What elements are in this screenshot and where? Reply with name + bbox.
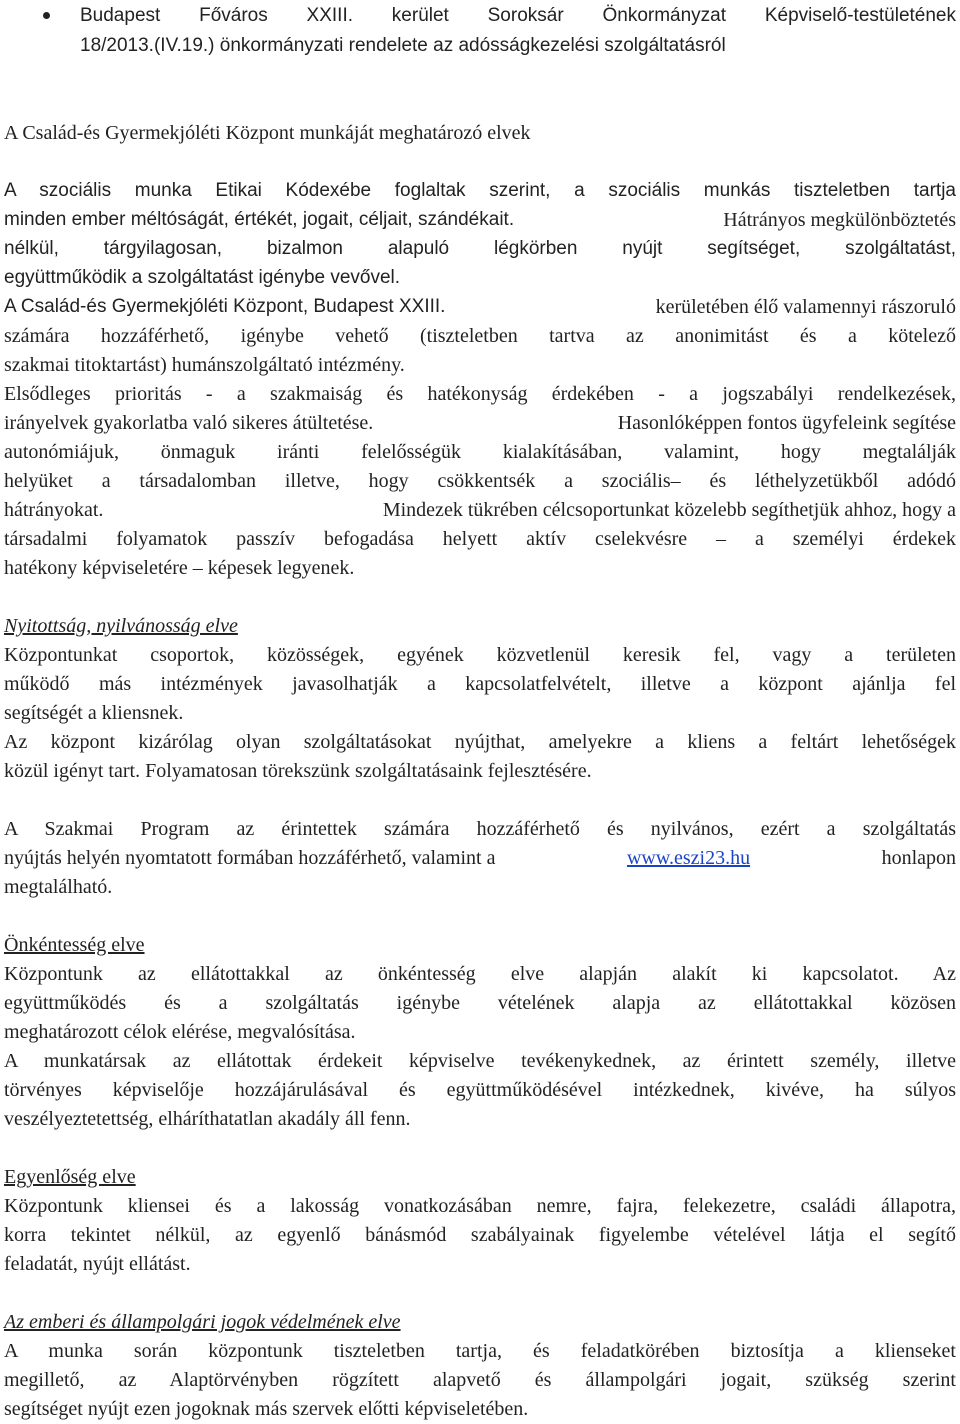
intro-line: autonómiájuk, önmaguk iránti felelősségük kialakításában, valamint, hogy megtalálják (4, 441, 956, 463)
openness-line: segítségét a kliensnek. (4, 702, 184, 724)
section-title: A Család-és Gyermekjóléti Központ munkáját meghatározó elvek (4, 122, 531, 144)
rights-line: megillető, az Alaptörvényben rögzített alapvető és állampolgári jogait, szükség szerint (4, 1369, 956, 1391)
rights-heading: Az emberi és állampolgári jogok védelmének elve (4, 1311, 401, 1333)
voluntary-line: törvényes képviselője hozzájárulásával és együttműködésével intézkednek, kivéve, ha súlyos (4, 1079, 956, 1101)
intro-line: helyüket a társadalomban illetve, hogy csökkentsék a szociális– és léthelyzetükből adódó (4, 470, 956, 492)
bullet-dot-icon (43, 12, 50, 19)
openness-heading: Nyitottság, nyilvánosság elve (4, 615, 238, 637)
voluntary-line: veszélyeztetettség, elháríthatatlan akadály áll fenn. (4, 1108, 411, 1130)
intro-text: A Család-és Gyermekjóléti Központ, Budapest XXIII. (4, 296, 446, 317)
intro-text: Hasonlóképpen fontos ügyfeleink segítése (617, 412, 956, 434)
intro-line: társadalmi folyamatok passzív befogadása helyett aktív cselekvésre – a személyi érdekek (4, 528, 956, 550)
voluntary-line: Központunk az ellátottakkal az önkéntesség elve alapján alakít ki kapcsolatot. Az (4, 963, 956, 985)
intro-line: A szociális munka Etikai Kódexébe foglaltak szerint, a szociális munkás tiszteletben tartja (4, 180, 956, 201)
openness-line: Központunkat csoportok, közösségek, egyének közvetlenül keresik fel, vagy a területen (4, 644, 956, 666)
program-text: nyújtás helyén nyomtatott formában hozzáférhető, valamint a (4, 847, 496, 869)
rights-line: A munka során központunk tiszteletben tartja, és feladatkörében biztosítja a klienseket (4, 1340, 956, 1362)
rights-line: segítséget nyújt ezen jogoknak más szervek előtti képviseletében. (4, 1398, 529, 1420)
program-line: A Szakmai Program az érintettek számára hozzáférhető és nyilvános, ezért a szolgáltatás (4, 818, 956, 840)
program-line (4, 846, 956, 870)
intro-line: szakmai titoktartást) humánszolgáltató intézmény. (4, 354, 405, 376)
equality-line: feladatát, nyújt ellátást. (4, 1253, 191, 1275)
intro-line: hatékony képviseletére – képesek legyenek. (4, 557, 355, 579)
program-line: megtalálható. (4, 876, 113, 898)
equality-line: Központunk kliensei és a lakosság vonatkozásában nemre, fajra, felekezetre, családi állapotra, (4, 1195, 956, 1217)
openness-line: működő más intézmények javasolhatják a kapcsolatfelvételt, illetve a központ ajánlja fel (4, 673, 956, 695)
bullet-line-2: 18/2013.(IV.19.) önkormányzati rendelete az adósságkezelési szolgáltatásról (80, 35, 726, 56)
openness-line: közül igényt tart. Folyamatosan törekszünk szolgáltatásaink fejlesztésére. (4, 760, 592, 782)
intro-text: Mindezek tükrében célcsoportunkat közelebb segíthetjük ahhoz, hogy a (382, 499, 956, 521)
intro-line (4, 208, 956, 232)
program-text: honlapon (881, 847, 956, 869)
voluntary-heading: Önkéntesség elve (4, 934, 145, 956)
voluntary-line: A munkatársak az ellátottak érdekeit képviselve tevékenykednek, az érintett személy, illetve (4, 1050, 956, 1072)
openness-line: Az központ kizárólag olyan szolgáltatásokat nyújthat, amelyekre a kliens a feltárt lehetőségek (4, 731, 956, 753)
voluntary-line: meghatározott célok elérése, megvalósítása. (4, 1021, 356, 1043)
intro-line: Elsődleges prioritás - a szakmaiság és hatékonyság érdekében - a jogszabályi rendelkezések, (4, 383, 956, 405)
intro-line (4, 295, 956, 319)
voluntary-line: együttműködés és a szolgáltatás igénybe vételének alapja az ellátottakkal közösen (4, 992, 956, 1014)
intro-line: számára hozzáférhető, igénybe vehető (tiszteletben tartva az anonimitást és a kötelező (4, 325, 956, 347)
bullet-list-item (0, 0, 960, 60)
intro-line (4, 411, 956, 435)
intro-line: nélkül, tárgyilagosan, bizalmon alapuló légkörben nyújt segítséget, szolgáltatást, (4, 238, 956, 259)
intro-line: együttműködik a szolgáltatást igénybe vevővel. (4, 267, 401, 288)
intro-text: hátrányokat. (4, 499, 104, 521)
equality-heading: Egyenlőség elve (4, 1166, 136, 1188)
intro-line (4, 498, 956, 522)
intro-text: minden ember méltóságát, értékét, jogait, céljait, szándékait. (4, 209, 515, 230)
bullet-line-1: Budapest Főváros XXIII. kerület Soroksár Önkormányzat Képviselő-testületének (80, 5, 956, 26)
equality-line: korra tekintet nélkül, az egyenlő bánásmód szabályainak figyelembe vételével látja el segítő (4, 1224, 956, 1246)
website-link[interactable]: www.eszi23.hu (626, 847, 751, 869)
intro-text: kerületében élő valamennyi rászoruló (655, 296, 956, 318)
intro-text: Hátrányos megkülönböztetés (723, 209, 956, 231)
intro-text: irányelvek gyakorlatba való sikeres átültetése. (4, 412, 374, 434)
